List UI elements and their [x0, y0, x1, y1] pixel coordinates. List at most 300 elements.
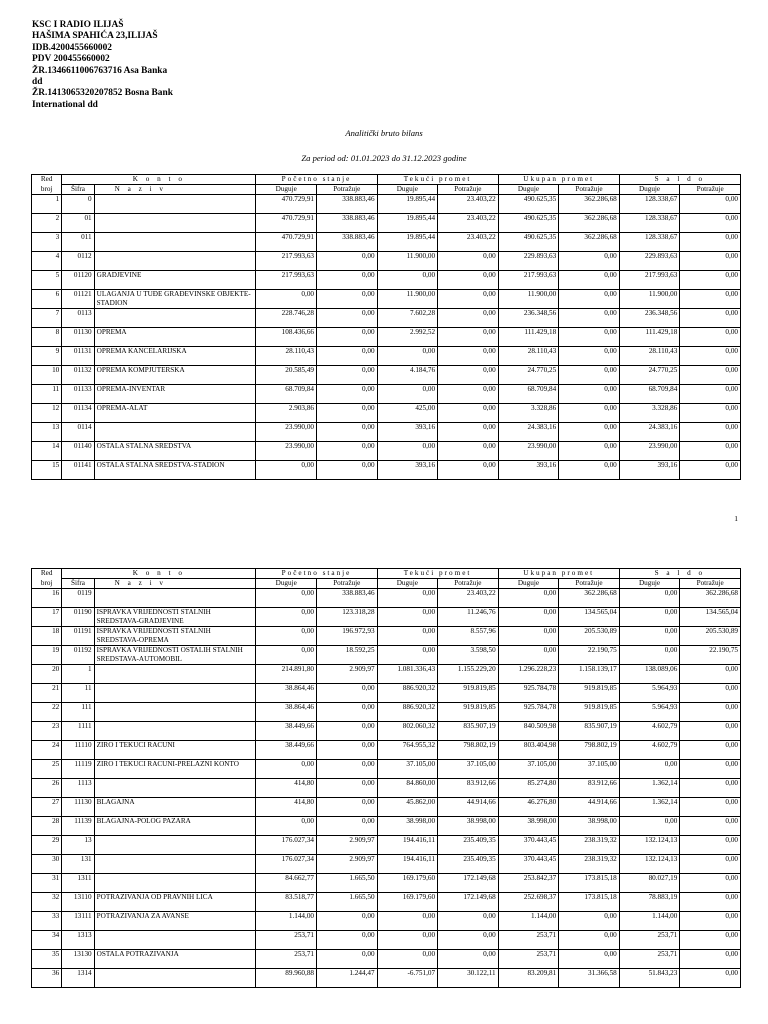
opening-credit: 338.883,46 [317, 233, 378, 252]
header-red: Red [32, 175, 62, 185]
company-header [32, 20, 173, 111]
opening-credit: 1.244,47 [317, 969, 378, 988]
balance-debit: 128.338,67 [619, 195, 680, 214]
balance-table-page-1 [31, 174, 741, 480]
header-duguje: Duguje [619, 579, 680, 589]
opening-credit: 18.592,25 [317, 646, 378, 665]
balance-credit: 0,00 [680, 703, 741, 722]
total-debit: 1.296.228,23 [498, 665, 559, 684]
header-duguje: Duguje [256, 185, 317, 195]
balance-credit: 0,00 [680, 836, 741, 855]
balance-credit: 0,00 [680, 347, 741, 366]
table-row [32, 366, 741, 385]
header-sifra: Šifra [62, 185, 94, 195]
page-number: 1 [734, 514, 738, 523]
total-credit: 134.565,04 [559, 608, 620, 627]
table-row [32, 646, 741, 665]
balance-debit: 78.883,19 [619, 893, 680, 912]
account-name [94, 855, 256, 874]
company-address: HAŠIMA SPAHIĆA 23,ILIJAŠ [32, 31, 158, 42]
balance-debit: 0,00 [619, 646, 680, 665]
header-potrazuje: Potražuje [680, 185, 741, 195]
total-debit: 236.348,56 [498, 309, 559, 328]
current-credit: 0,00 [438, 423, 499, 442]
total-credit: 0,00 [559, 290, 620, 309]
current-debit: 0,00 [377, 608, 438, 627]
row-number: 9 [32, 347, 62, 366]
balance-credit: 0,00 [680, 442, 741, 461]
total-credit: 173.815,18 [559, 874, 620, 893]
balance-debit: 132.124,13 [619, 836, 680, 855]
row-number: 25 [32, 760, 62, 779]
row-number: 35 [32, 950, 62, 969]
current-credit: 44.914,66 [438, 798, 499, 817]
row-number: 32 [32, 893, 62, 912]
account-code: 01134 [62, 404, 94, 423]
account-name [94, 779, 256, 798]
account-name [94, 252, 256, 271]
opening-debit: 83.518,77 [256, 893, 317, 912]
table-row [32, 760, 741, 779]
row-number: 22 [32, 703, 62, 722]
balance-debit: 1.144,00 [619, 912, 680, 931]
current-credit: 172.149,68 [438, 893, 499, 912]
header-potrazuje: Potražuje [559, 185, 620, 195]
row-number: 34 [32, 931, 62, 950]
balance-credit: 0,00 [680, 252, 741, 271]
total-credit: 238.319,32 [559, 836, 620, 855]
current-debit: 7.602,28 [377, 309, 438, 328]
current-debit: 169.179,60 [377, 874, 438, 893]
header-potrazuje: Potražuje [438, 579, 499, 589]
opening-credit: 2.909,97 [317, 855, 378, 874]
opening-debit: 68.709,84 [256, 385, 317, 404]
header-naziv: N a z i v [94, 185, 256, 195]
row-number: 6 [32, 290, 62, 309]
company-idb: IDB.4200455660002 [32, 42, 112, 53]
balance-debit: 51.843,23 [619, 969, 680, 988]
account-name: BLAGAJNA [94, 798, 256, 817]
current-debit: 2.992,52 [377, 328, 438, 347]
row-number: 27 [32, 798, 62, 817]
current-credit: 0,00 [438, 931, 499, 950]
header-saldo: S a l d o [619, 175, 740, 185]
table-row [32, 950, 741, 969]
row-number: 30 [32, 855, 62, 874]
balance-credit: 0,00 [680, 684, 741, 703]
opening-debit: 0,00 [256, 817, 317, 836]
table-row [32, 461, 741, 480]
opening-credit: 0,00 [317, 309, 378, 328]
account-code: 11119 [62, 760, 94, 779]
account-name [94, 195, 256, 214]
current-debit: 19.895,44 [377, 214, 438, 233]
total-debit: 370.443,45 [498, 836, 559, 855]
opening-debit: 23.990,00 [256, 423, 317, 442]
current-debit: 0,00 [377, 950, 438, 969]
account-code: 1311 [62, 874, 94, 893]
opening-credit: 0,00 [317, 912, 378, 931]
balance-credit: 134.565,04 [680, 608, 741, 627]
header-konto: K o n t o [62, 175, 256, 185]
total-debit: 24.383,16 [498, 423, 559, 442]
account-name [94, 214, 256, 233]
table-row [32, 874, 741, 893]
current-debit: 19.895,44 [377, 233, 438, 252]
row-number: 24 [32, 741, 62, 760]
header-potrazuje: Potražuje [438, 185, 499, 195]
table-row [32, 798, 741, 817]
account-name: ULAGANJA U TUĐE GRAĐEVINSKE OBJEKTE-STADION [94, 290, 256, 309]
opening-credit: 0,00 [317, 442, 378, 461]
opening-credit: 0,00 [317, 684, 378, 703]
account-code: 1111 [62, 722, 94, 741]
total-debit: 23.990,00 [498, 442, 559, 461]
total-debit: 370.443,45 [498, 855, 559, 874]
current-debit: 0,00 [377, 589, 438, 608]
account-code: 0119 [62, 589, 94, 608]
current-debit: 886.920,32 [377, 684, 438, 703]
header-konto: K o n t o [62, 569, 256, 579]
balance-debit: 128.338,67 [619, 233, 680, 252]
row-number: 33 [32, 912, 62, 931]
current-credit: 0,00 [438, 385, 499, 404]
balance-credit: 0,00 [680, 423, 741, 442]
account-code: 1113 [62, 779, 94, 798]
balance-credit: 0,00 [680, 874, 741, 893]
opening-credit: 338.883,46 [317, 214, 378, 233]
total-credit: 919.819,85 [559, 684, 620, 703]
account-name: OPREMA-INVENTAR [94, 385, 256, 404]
balance-debit: 0,00 [619, 760, 680, 779]
header-potrazuje: Potražuje [317, 185, 378, 195]
balance-credit: 0,00 [680, 328, 741, 347]
total-credit: 1.158.139,17 [559, 665, 620, 684]
table-row [32, 969, 741, 988]
total-credit: 0,00 [559, 347, 620, 366]
table-row [32, 779, 741, 798]
header-tekuci: Tekući promet [377, 175, 498, 185]
table-row [32, 627, 741, 646]
opening-credit: 0,00 [317, 722, 378, 741]
report-title: Analitički bruto bilans [345, 128, 423, 138]
table-row [32, 893, 741, 912]
current-credit: 835.907,19 [438, 722, 499, 741]
opening-debit: 1.144,00 [256, 912, 317, 931]
current-debit: 802.060,32 [377, 722, 438, 741]
balance-debit: 0,00 [619, 589, 680, 608]
opening-debit: 0,00 [256, 627, 317, 646]
account-code: 11 [62, 684, 94, 703]
header-ukupan: Ukupan promet [498, 175, 619, 185]
total-debit: 0,00 [498, 627, 559, 646]
account-name [94, 969, 256, 988]
account-code: 111 [62, 703, 94, 722]
total-debit: 803.404,98 [498, 741, 559, 760]
total-credit: 919.819,85 [559, 703, 620, 722]
table-row [32, 195, 741, 214]
opening-debit: 176.027,34 [256, 836, 317, 855]
opening-credit: 0,00 [317, 404, 378, 423]
current-debit: 764.955,32 [377, 741, 438, 760]
balance-debit: 128.338,67 [619, 214, 680, 233]
account-code: 01133 [62, 385, 94, 404]
opening-credit: 0,00 [317, 328, 378, 347]
account-code: 01141 [62, 461, 94, 480]
table-row [32, 252, 741, 271]
total-debit: 11.900,00 [498, 290, 559, 309]
total-debit: 840.509,98 [498, 722, 559, 741]
account-name: OSTALA STALNA SREDSTVA-STADION [94, 461, 256, 480]
balance-credit: 0,00 [680, 366, 741, 385]
account-code: 01190 [62, 608, 94, 627]
opening-debit: 84.662,77 [256, 874, 317, 893]
table-row [32, 233, 741, 252]
account-name: ZIRO I TEKUCI RACUNI [94, 741, 256, 760]
total-credit: 238.319,32 [559, 855, 620, 874]
row-number: 31 [32, 874, 62, 893]
opening-debit: 470.729,91 [256, 233, 317, 252]
current-credit: 172.149,68 [438, 874, 499, 893]
current-debit: 425,00 [377, 404, 438, 423]
row-number: 17 [32, 608, 62, 627]
total-debit: 229.893,63 [498, 252, 559, 271]
table-row [32, 855, 741, 874]
account-name: ISPRAVKA VRIJEDNOSTI STALNIH SREDSTAVA-OPREMA [94, 627, 256, 646]
row-number: 36 [32, 969, 62, 988]
total-credit: 205.530,89 [559, 627, 620, 646]
balance-debit: 393,16 [619, 461, 680, 480]
header-duguje: Duguje [619, 185, 680, 195]
current-credit: 0,00 [438, 252, 499, 271]
current-credit: 1.155.229,20 [438, 665, 499, 684]
total-credit: 0,00 [559, 912, 620, 931]
current-credit: 235.409,35 [438, 836, 499, 855]
balance-table-page-2 [31, 568, 741, 988]
opening-debit: 38.449,66 [256, 722, 317, 741]
current-credit: 0,00 [438, 309, 499, 328]
header-saldo: S a l d o [619, 569, 740, 579]
account-name: OPREMA KANCELARIJSKA [94, 347, 256, 366]
total-credit: 0,00 [559, 950, 620, 969]
row-number: 20 [32, 665, 62, 684]
header-potrazuje: Potražuje [680, 579, 741, 589]
opening-debit: 217.993,63 [256, 252, 317, 271]
header-broj: broj [32, 185, 62, 195]
balance-credit: 0,00 [680, 385, 741, 404]
bank-account-1-suffix: dd [32, 77, 43, 88]
account-name: OPREMA KOMPJUTERSKA [94, 366, 256, 385]
balance-debit: 24.770,25 [619, 366, 680, 385]
total-credit: 22.190,75 [559, 646, 620, 665]
header-duguje: Duguje [498, 579, 559, 589]
account-code: 01120 [62, 271, 94, 290]
total-credit: 0,00 [559, 328, 620, 347]
current-credit: 83.912,66 [438, 779, 499, 798]
total-credit: 173.815,18 [559, 893, 620, 912]
current-debit: 19.895,44 [377, 195, 438, 214]
row-number: 7 [32, 309, 62, 328]
total-credit: 0,00 [559, 442, 620, 461]
table-row [32, 703, 741, 722]
opening-debit: 470.729,91 [256, 214, 317, 233]
account-name: OSTALA STALNA SREDSTVA [94, 442, 256, 461]
opening-debit: 38.449,66 [256, 741, 317, 760]
account-code: 13111 [62, 912, 94, 931]
header-potrazuje: Potražuje [317, 579, 378, 589]
opening-credit: 0,00 [317, 366, 378, 385]
current-debit: 0,00 [377, 627, 438, 646]
current-credit: 23.403,22 [438, 233, 499, 252]
account-code: 13110 [62, 893, 94, 912]
opening-debit: 23.990,00 [256, 442, 317, 461]
table-row [32, 442, 741, 461]
balance-credit: 0,00 [680, 741, 741, 760]
total-credit: 362.286,68 [559, 233, 620, 252]
balance-credit: 0,00 [680, 893, 741, 912]
opening-debit: 108.436,66 [256, 328, 317, 347]
account-name [94, 836, 256, 855]
header-red: Red [32, 569, 62, 579]
opening-credit: 196.972,93 [317, 627, 378, 646]
account-name [94, 309, 256, 328]
table-row [32, 271, 741, 290]
table-row [32, 931, 741, 950]
header-duguje: Duguje [377, 185, 438, 195]
balance-credit: 0,00 [680, 950, 741, 969]
opening-credit: 2.909,97 [317, 665, 378, 684]
balance-credit: 0,00 [680, 665, 741, 684]
account-code: 11110 [62, 741, 94, 760]
balance-credit: 0,00 [680, 722, 741, 741]
opening-credit: 0,00 [317, 817, 378, 836]
total-debit: 1.144,00 [498, 912, 559, 931]
account-code: 13 [62, 836, 94, 855]
balance-debit: 3.328,86 [619, 404, 680, 423]
row-number: 5 [32, 271, 62, 290]
opening-debit: 20.585,49 [256, 366, 317, 385]
account-name: OSTALA POTRAZIVANJA [94, 950, 256, 969]
row-number: 23 [32, 722, 62, 741]
opening-debit: 0,00 [256, 760, 317, 779]
table-row [32, 290, 741, 309]
balance-credit: 362.286,68 [680, 589, 741, 608]
total-debit: 0,00 [498, 589, 559, 608]
opening-debit: 0,00 [256, 461, 317, 480]
total-credit: 0,00 [559, 271, 620, 290]
table-row [32, 347, 741, 366]
account-code: 0 [62, 195, 94, 214]
balance-credit: 0,00 [680, 912, 741, 931]
current-debit: 0,00 [377, 347, 438, 366]
opening-debit: 2.903,86 [256, 404, 317, 423]
account-code: 01 [62, 214, 94, 233]
total-debit: 925.784,78 [498, 684, 559, 703]
opening-debit: 414,80 [256, 779, 317, 798]
balance-debit: 138.089,06 [619, 665, 680, 684]
balance-debit: 4.602,79 [619, 722, 680, 741]
current-debit: 38.998,00 [377, 817, 438, 836]
opening-credit: 0,00 [317, 779, 378, 798]
balance-debit: 0,00 [619, 627, 680, 646]
row-number: 15 [32, 461, 62, 480]
opening-debit: 0,00 [256, 646, 317, 665]
balance-debit: 5.964,93 [619, 684, 680, 703]
opening-debit: 217.993,63 [256, 271, 317, 290]
opening-credit: 338.883,46 [317, 195, 378, 214]
current-credit: 0,00 [438, 950, 499, 969]
total-debit: 3.328,86 [498, 404, 559, 423]
account-name [94, 423, 256, 442]
balance-credit: 0,00 [680, 779, 741, 798]
account-code: 01192 [62, 646, 94, 665]
opening-debit: 214.891,80 [256, 665, 317, 684]
row-number: 14 [32, 442, 62, 461]
opening-debit: 414,80 [256, 798, 317, 817]
company-name: KSC I RADIO ILIJAŠ [32, 20, 124, 30]
balance-debit: 23.990,00 [619, 442, 680, 461]
current-credit: 11.246,76 [438, 608, 499, 627]
opening-credit: 0,00 [317, 760, 378, 779]
account-name: OPREMA-ALAT [94, 404, 256, 423]
header-pocetno: Početno stanje [256, 569, 377, 579]
row-number: 13 [32, 423, 62, 442]
current-debit: 0,00 [377, 271, 438, 290]
opening-debit: 253,71 [256, 931, 317, 950]
total-credit: 0,00 [559, 404, 620, 423]
row-number: 2 [32, 214, 62, 233]
current-credit: 0,00 [438, 290, 499, 309]
total-debit: 28.110,43 [498, 347, 559, 366]
current-credit: 798.802,19 [438, 741, 499, 760]
balance-debit: 28.110,43 [619, 347, 680, 366]
balance-credit: 0,00 [680, 271, 741, 290]
header-tekuci: Tekući promet [377, 569, 498, 579]
total-debit: 111.429,18 [498, 328, 559, 347]
account-name: BLAGAJNA-POLOG PAZARA [94, 817, 256, 836]
current-credit: 38.998,00 [438, 817, 499, 836]
balance-debit: 80.027,19 [619, 874, 680, 893]
total-debit: 38.998,00 [498, 817, 559, 836]
header-pocetno: Početno stanje [256, 175, 377, 185]
table-row [32, 423, 741, 442]
balance-credit: 0,00 [680, 760, 741, 779]
account-code: 01131 [62, 347, 94, 366]
total-credit: 0,00 [559, 309, 620, 328]
current-debit: 393,16 [377, 423, 438, 442]
row-number: 16 [32, 589, 62, 608]
total-credit: 37.105,00 [559, 760, 620, 779]
header-duguje: Duguje [377, 579, 438, 589]
row-number: 10 [32, 366, 62, 385]
row-number: 3 [32, 233, 62, 252]
balance-credit: 0,00 [680, 233, 741, 252]
account-name [94, 589, 256, 608]
total-debit: 85.274,80 [498, 779, 559, 798]
balance-debit: 24.383,16 [619, 423, 680, 442]
account-name: POTRAZIVANJA OD PRAVNIH LICA [94, 893, 256, 912]
table-row [32, 385, 741, 404]
balance-debit: 253,71 [619, 950, 680, 969]
table-row [32, 404, 741, 423]
balance-credit: 205.530,89 [680, 627, 741, 646]
opening-credit: 0,00 [317, 385, 378, 404]
table-row [32, 589, 741, 608]
total-credit: 31.366,58 [559, 969, 620, 988]
opening-credit: 0,00 [317, 423, 378, 442]
opening-debit: 0,00 [256, 290, 317, 309]
opening-debit: 38.864,46 [256, 703, 317, 722]
